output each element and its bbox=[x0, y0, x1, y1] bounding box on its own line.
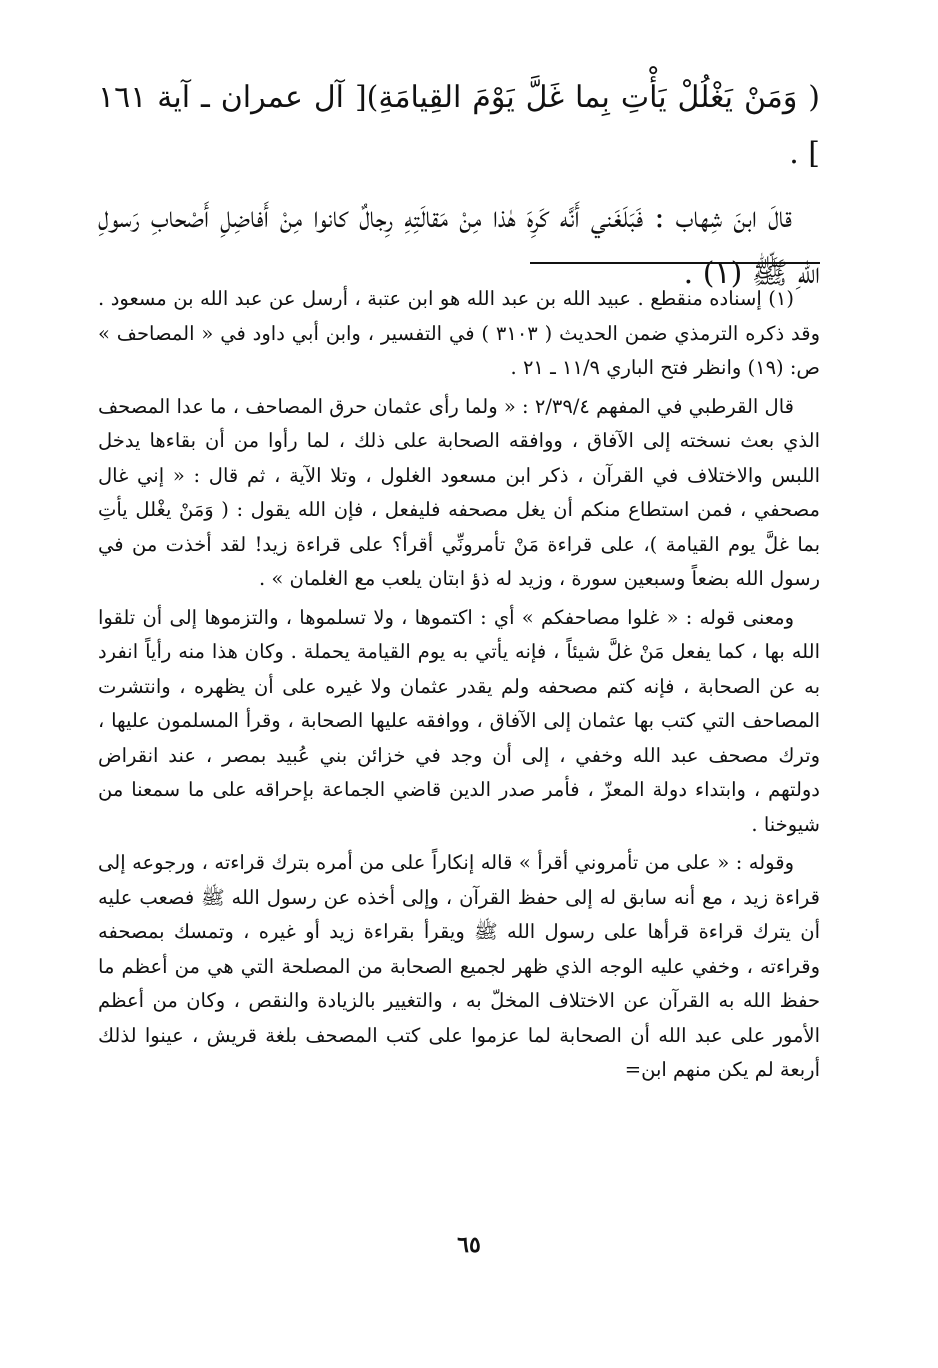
main-text bbox=[98, 70, 820, 302]
footnote-1: (١) إسناده منقطع . عبيد الله بن عبد الله هو ابن عتبة ، أرسل عن عبد الله بن مسعود . وقد ذكره الترمذي ضمن الحديث ( ٣١٠٣ ) في التفسير ، وابن أبي داود في « المصاحف » ص: (١٩) وانظر فتح الباري ١١/٩ ـ ٢١ . bbox=[98, 287, 820, 379]
footnote-paragraph: وقوله : « على من تأمروني أقرأ » قاله إنكاراً على من أمره بترك قراءته ، ورجوعه إلى قراءة زيد ، مع أنه سابق له إلى حفظ القرآن ، وإلى أخذه عن رسول الله ﷺ فصعب عليه أن يترك قراءة قرأها على رسول الله ﷺ ويقرأ بقراءة زيد أو غيره ، وتمسك بمصحفه وقراءته ، وخفي عليه الوجه الذي ظهر لجميع الصحابة من المصلحة التي هي من أعظم ما حفظ الله به القرآن عن الاختلاف المخلّ به ، والتغيير بالزيادة والنقص ، وكان من أعظم الأمور على عبد الله أن الصحابة لما عزموا على كتب المصحف بلغة قريش ، عينوا لذلك أربعة لم يكن منهم ابن= bbox=[98, 851, 820, 1081]
footnote-paragraph: ومعنى قوله : « غلوا مصاحفكم » أي : اكتموها ، ولا تسلموها ، والتزموها إلى أن تلقوا الله بها ، كما يفعل مَنْ غلَّ شيئاً ، فإنه يأتي به يوم القيامة يحملة . وكان هذا منه رأياً انفرد به عن الصحابة ، فإنه كتم مصحفه ولم يقدر عثمان ولا غيره على أن يظهره ، وانتشرت المصاحف التي كتب بها عثمان إلى الآفاق ، ووافقه عليها الصحابة ، وقرأ المسلمون عليها ، وترك مصحف عبد الله وخفي ، إلى أن وجد في خزائن بني عُبيد بمصر ، عند انقراض دولتهم ، وابتداء دولة المعزّ ، فأمر صدر الدين قاضي الجماعة بإحراقه على ما سمعنا من شيوخنا . bbox=[98, 605, 820, 836]
page-number: ٦٥ bbox=[457, 1232, 481, 1258]
footnotes bbox=[98, 282, 820, 1092]
quran-verse-line: ( وَمَنْ يَغْلُلْ يَأْتِ بِما غَلَّ يَوْمَ القِيامَةِ)[ آل عمران ـ آية ١٦١ ] . bbox=[98, 80, 820, 171]
footnote-paragraph: قال القرطبي في المفهم ٢/٣٩/٤ : « ولما رأى عثمان حرق المصاحف ، ما عدا المصحف الذي بعث نسخته إلى الآفاق ، ووافقه الصحابة على ذلك ، لما رأوا من أن بقاءها يدخل اللبس والاختلاف في القرآن ، ذكر ابن مسعود الغلول ، وتلا الآية ، ثم قال : « إني غال مصحفي ، فمن استطاع منكم أن يغل مصحفه فليفعل ، فإن الله يقول : ( وَمَنْ يغْلل يأتِ بما غلَّ يوم القيامة )، على قراءة مَنْ تأمرونِّي أقرأ؟ على قراءة زيد! لقد أخذت من في رسول الله بضعاً وسبعين سورة ، وزيد له ذؤ ابتان يلعب مع الغلمان » . bbox=[98, 394, 820, 590]
footnote-separator bbox=[530, 262, 820, 264]
main-paragraph: قالَ ابنَ شِهاب : فَبَلَغَني أَنَّه كَرِهَ هٰذا مِنْ مَقالَتِهِ رِجالٌ كانوا مِنْ أَفاضِلِ أَصْحابِ رَسولِ اللّهِ ﷺ (١) . bbox=[98, 200, 820, 291]
